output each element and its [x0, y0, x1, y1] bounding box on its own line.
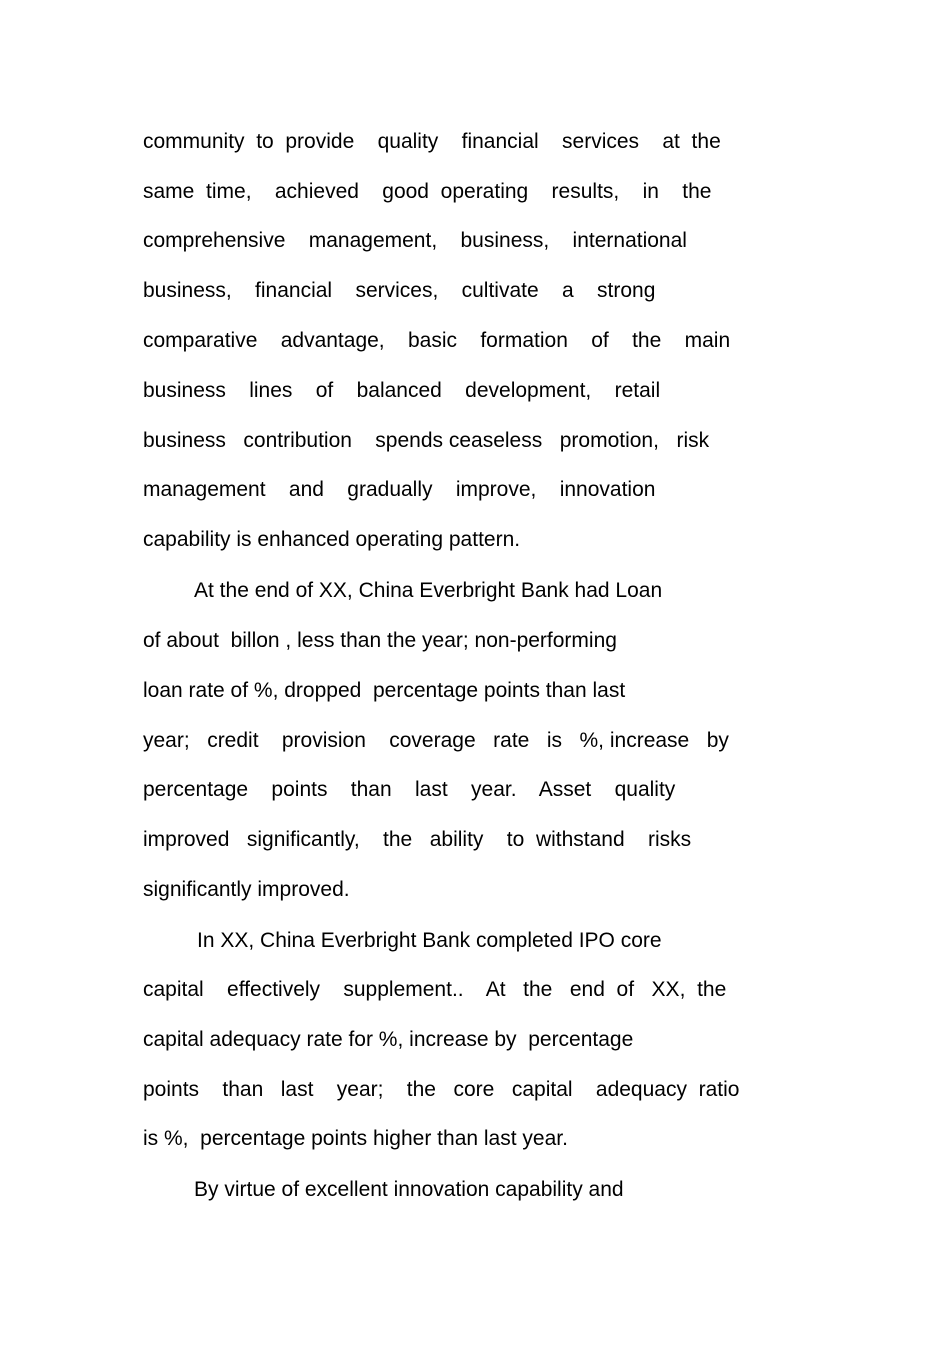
paragraph-first-line: By virtue of excellent innovation capability and	[194, 1178, 624, 1201]
text-line: significantly improved.	[143, 878, 350, 901]
text-line: percentage points than last year. Asset quality	[143, 778, 676, 801]
text-line: capital adequacy rate for %, increase by percentage	[143, 1028, 634, 1051]
text-line: business contribution spends ceaseless promotion, risk	[143, 429, 710, 452]
text-line: improved significantly, the ability to withstand risks	[143, 828, 692, 851]
text-line: is %, percentage points higher than last year.	[143, 1127, 568, 1150]
text-line: capital effectively supplement.. At the end of XX, the	[143, 978, 727, 1001]
paragraph-first-line: In XX, China Everbright Bank completed IPO core	[197, 929, 662, 952]
text-line: business lines of balanced development, retail	[143, 379, 661, 402]
text-line: comprehensive management, business, international	[143, 229, 687, 252]
text-line: same time, achieved good operating results, in the	[143, 180, 712, 203]
text-line: comparative advantage, basic formation of the main	[143, 329, 731, 352]
text-line: management and gradually improve, innovation	[143, 478, 656, 501]
text-line: community to provide quality financial services at the	[143, 130, 721, 153]
text-line: points than last year; the core capital adequacy ratio	[143, 1078, 740, 1101]
text-line: year; credit provision coverage rate is %, increase by	[143, 729, 729, 752]
text-line: capability is enhanced operating pattern.	[143, 528, 521, 551]
text-line: business, financial services, cultivate a strong	[143, 279, 656, 302]
paragraph-first-line: At the end of XX, China Everbright Bank had Loan	[194, 579, 663, 602]
text-line: of about billon , less than the year; non-performing	[143, 629, 617, 652]
text-line: loan rate of %, dropped percentage points than last	[143, 679, 626, 702]
